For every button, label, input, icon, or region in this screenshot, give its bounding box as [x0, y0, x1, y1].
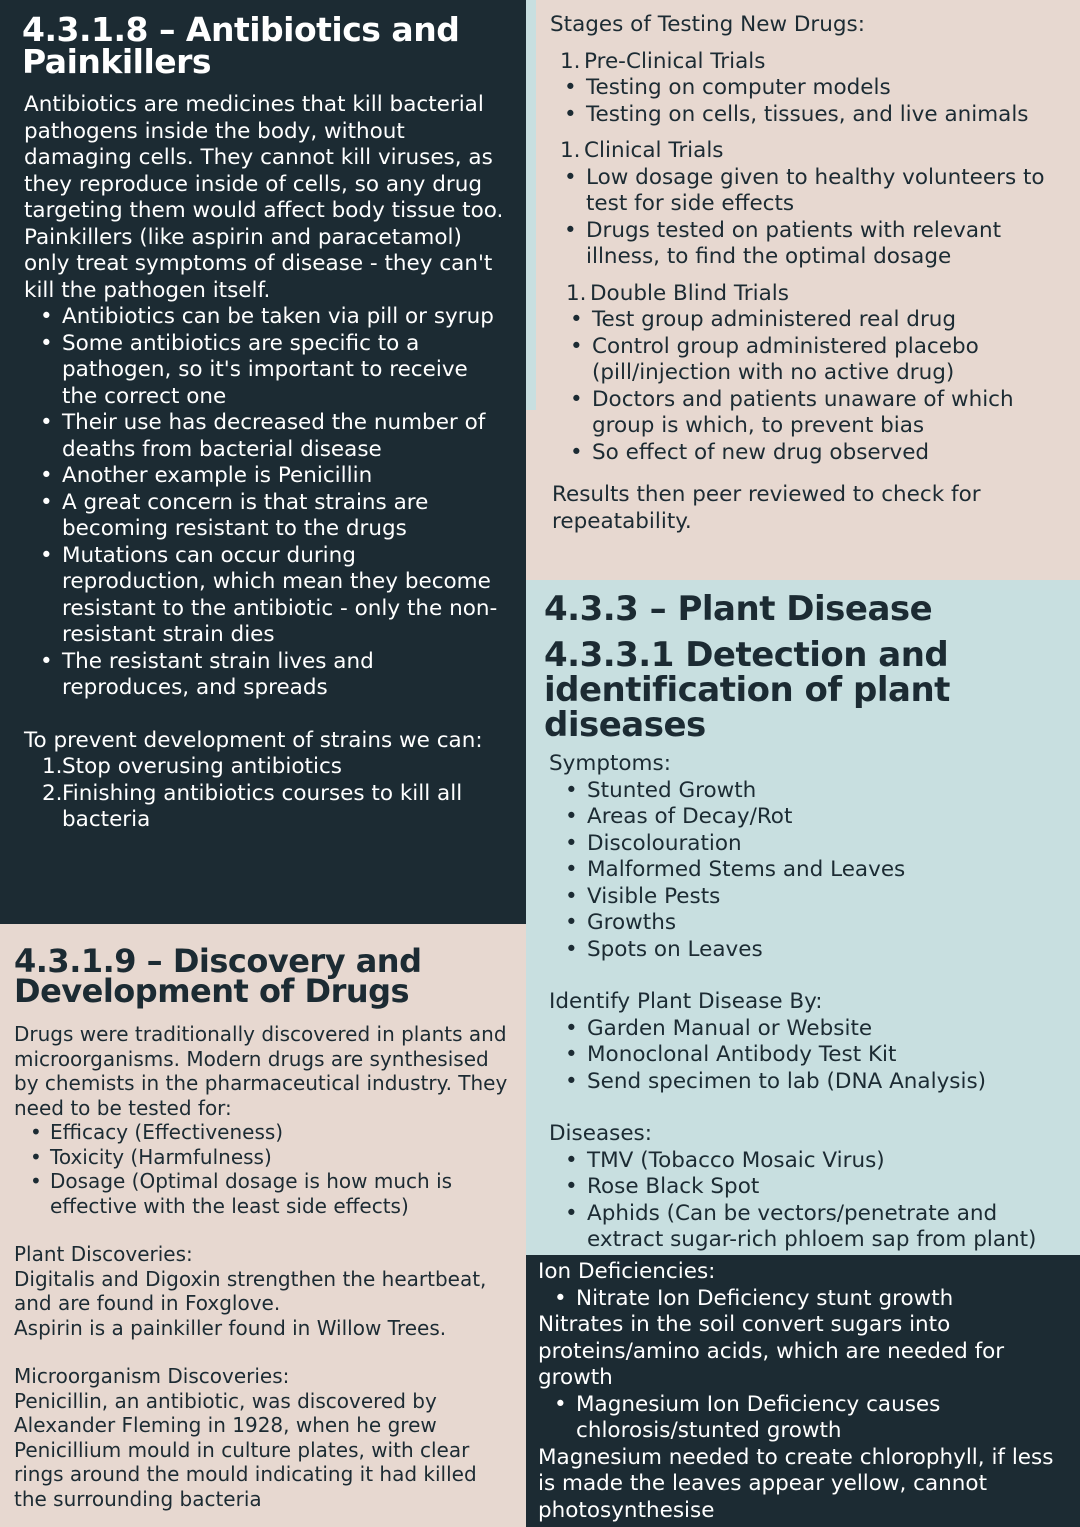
- list-item: • Aphids (Can be vectors/penetrate and extract sugar-rich phloem sap from plant): [587, 1201, 1060, 1254]
- stages-panel: [526, 0, 1080, 580]
- list-item: • Growths: [587, 910, 1060, 937]
- ion-text-2: Magnesium needed to create chlorophyll, if less is made the leaves appear yellow, cannot photosynthesise: [538, 1444, 1054, 1523]
- list-item: • Drugs tested on patients with relevant illness, to find the optimal dosage: [586, 218, 1060, 271]
- list-item: [42, 780, 506, 834]
- stage-title: [560, 138, 1060, 165]
- stage-group-double-blind: [550, 281, 1060, 467]
- list-item: • Mutations can occur during reproduction, which mean they become resistant to the antibiotic - only the non-resistant strain dies: [62, 543, 506, 649]
- discovery-intro: Drugs were traditionally discovered in plants and microorganisms. Modern drugs are synthesised by chemists in the pharmaceutical industry. They need to be tested for:: [14, 1022, 508, 1120]
- list-item: • TMV (Tobacco Mosaic Virus): [587, 1148, 1060, 1175]
- ion-deficiencies-panel: [526, 1255, 1080, 1527]
- list-item: • Doctors and patients unaware of which group is which, to prevent bias: [592, 387, 1060, 440]
- plant-disease-subtitle: 4.3.3.1 Detection and identification of plant diseases: [544, 635, 950, 745]
- ion-bullet-2: [538, 1392, 1066, 1445]
- list-item: • Monoclonal Antibody Test Kit: [587, 1042, 1060, 1069]
- stage-title: [566, 281, 1060, 308]
- plant-disease-panel: [526, 580, 1080, 1255]
- prevent-list: [24, 754, 506, 834]
- list-number: 1.: [42, 754, 63, 779]
- antibiotics-intro: Antibiotics are medicines that kill bacterial pathogens inside the body, without damaging cells. They cannot kill viruses, as they reproduce inside of cells, so any drug targeting them would affect body tissue too. Painkillers (like aspirin and paracetamol) only treat symptoms of disease - they can't kill the pathogen itself.: [24, 92, 504, 303]
- list-item: • Efficacy (Effectiveness): [50, 1120, 512, 1145]
- stages-heading: Stages of Testing New Drugs:: [550, 12, 865, 37]
- ion-label: Ion Deficiencies:: [538, 1259, 716, 1284]
- symptoms-label: Symptoms:: [549, 751, 671, 776]
- symptoms-list: [544, 778, 1060, 964]
- plant-disease-title: 4.3.3 – Plant Disease: [544, 589, 933, 629]
- list-item: • A great concern is that strains are becoming resistant to the drugs: [62, 490, 506, 543]
- list-item: • Low dosage given to healthy volunteers to test for side effects: [586, 165, 1060, 218]
- stage-items: [560, 75, 1060, 128]
- identify-label: Identify Plant Disease By:: [549, 989, 823, 1014]
- list-item: • Some antibiotics are specific to a pathogen, so it's important to receive the correct one: [62, 331, 506, 411]
- micro-discoveries-text: Penicillin, an antibiotic, was discovered by Alexander Fleming in 1928, when he grew Penicillium mould in culture plates, with clear rings around the mould indicating it had killed the surrounding bacteria: [14, 1388, 477, 1511]
- stages-result: Results then peer reviewed to check for repeatability.: [552, 482, 981, 534]
- stage-title-text: Clinical Trials: [584, 138, 724, 163]
- discovery-bullet-list: [14, 1120, 512, 1218]
- list-item: • Garden Manual or Website: [587, 1016, 1060, 1043]
- antibiotics-panel: [0, 0, 526, 924]
- micro-discoveries-label: Microorganism Discoveries:: [14, 1364, 290, 1388]
- plant-discoveries-line-2: Aspirin is a painkiller found in Willow Trees.: [14, 1315, 447, 1340]
- list-item: • Visible Pests: [587, 884, 1060, 911]
- list-text: Finishing antibiotics courses to kill all bacteria: [62, 780, 463, 832]
- list-number: 2.: [42, 780, 63, 806]
- diseases-list: [544, 1148, 1060, 1254]
- list-item: • Stunted Growth: [587, 778, 1060, 805]
- discovery-title: 4.3.1.9 – Discovery and Development of Drugs: [14, 942, 422, 1010]
- accent-strip: [526, 0, 536, 410]
- list-item: • Magnesium Ion Deficiency causes chlorosis/stunted growth: [576, 1392, 1066, 1445]
- list-item: • Dosage (Optimal dosage is how much is effective with the least side effects): [50, 1169, 512, 1218]
- diseases-label: Diseases:: [549, 1121, 653, 1146]
- stage-group-preclinical: [550, 49, 1060, 129]
- list-item: • Rose Black Spot: [587, 1174, 1060, 1201]
- stage-items: [560, 165, 1060, 271]
- list-item: • Send specimen to lab (DNA Analysis): [587, 1069, 1060, 1096]
- list-item: • Control group administered placebo (pill/injection with no active drug): [592, 334, 1060, 387]
- prevent-label: To prevent development of strains we can:: [24, 727, 483, 753]
- identify-list: [544, 1016, 1060, 1096]
- list-item: • So effect of new drug observed: [592, 440, 1060, 467]
- list-item: • Discolouration: [587, 831, 1060, 858]
- stage-items: [566, 307, 1060, 466]
- list-item: • Testing on computer models: [586, 75, 1060, 102]
- list-item: • Toxicity (Harmfulness): [50, 1145, 512, 1170]
- list-item: • Malformed Stems and Leaves: [587, 857, 1060, 884]
- plant-discoveries-line-1: Digitalis and Digoxin strengthen the heartbeat, and are found in Foxglove.: [14, 1266, 487, 1315]
- list-item: • Antibiotics can be taken via pill or syrup: [62, 304, 506, 331]
- list-number: 1.: [560, 48, 581, 74]
- list-item: • Test group administered real drug: [592, 307, 1060, 334]
- list-item: • Nitrate Ion Deficiency stunt growth: [576, 1286, 1066, 1313]
- stage-group-clinical: [550, 138, 1060, 271]
- list-item: • Their use has decreased the number of deaths from bacterial disease: [62, 410, 506, 463]
- plant-discoveries-label: Plant Discoveries:: [14, 1242, 193, 1266]
- list-item: • Testing on cells, tissues, and live animals: [586, 102, 1060, 129]
- stage-title-text: Pre-Clinical Trials: [584, 48, 766, 74]
- list-item: [42, 754, 506, 781]
- ion-bullet-1: [538, 1286, 1066, 1313]
- list-number: 1.: [560, 138, 581, 163]
- list-item: • Spots on Leaves: [587, 937, 1060, 964]
- list-item: • Another example is Penicillin: [62, 463, 506, 490]
- stage-title-text: Double Blind Trials: [590, 280, 789, 306]
- list-item: • The resistant strain lives and reproduces, and spreads: [62, 649, 506, 702]
- list-text: Stop overusing antibiotics: [62, 754, 342, 779]
- antibiotics-title: 4.3.1.8 – Antibiotics and Painkillers: [22, 10, 460, 81]
- list-item: • Areas of Decay/Rot: [587, 804, 1060, 831]
- stage-title: [560, 49, 1060, 76]
- ion-text-1: Nitrates in the soil convert sugars into proteins/amino acids, which are needed for growth: [538, 1312, 1005, 1390]
- antibiotics-bullet-list: [24, 304, 506, 702]
- discovery-panel: [0, 924, 526, 1527]
- list-number: 1.: [566, 280, 587, 306]
